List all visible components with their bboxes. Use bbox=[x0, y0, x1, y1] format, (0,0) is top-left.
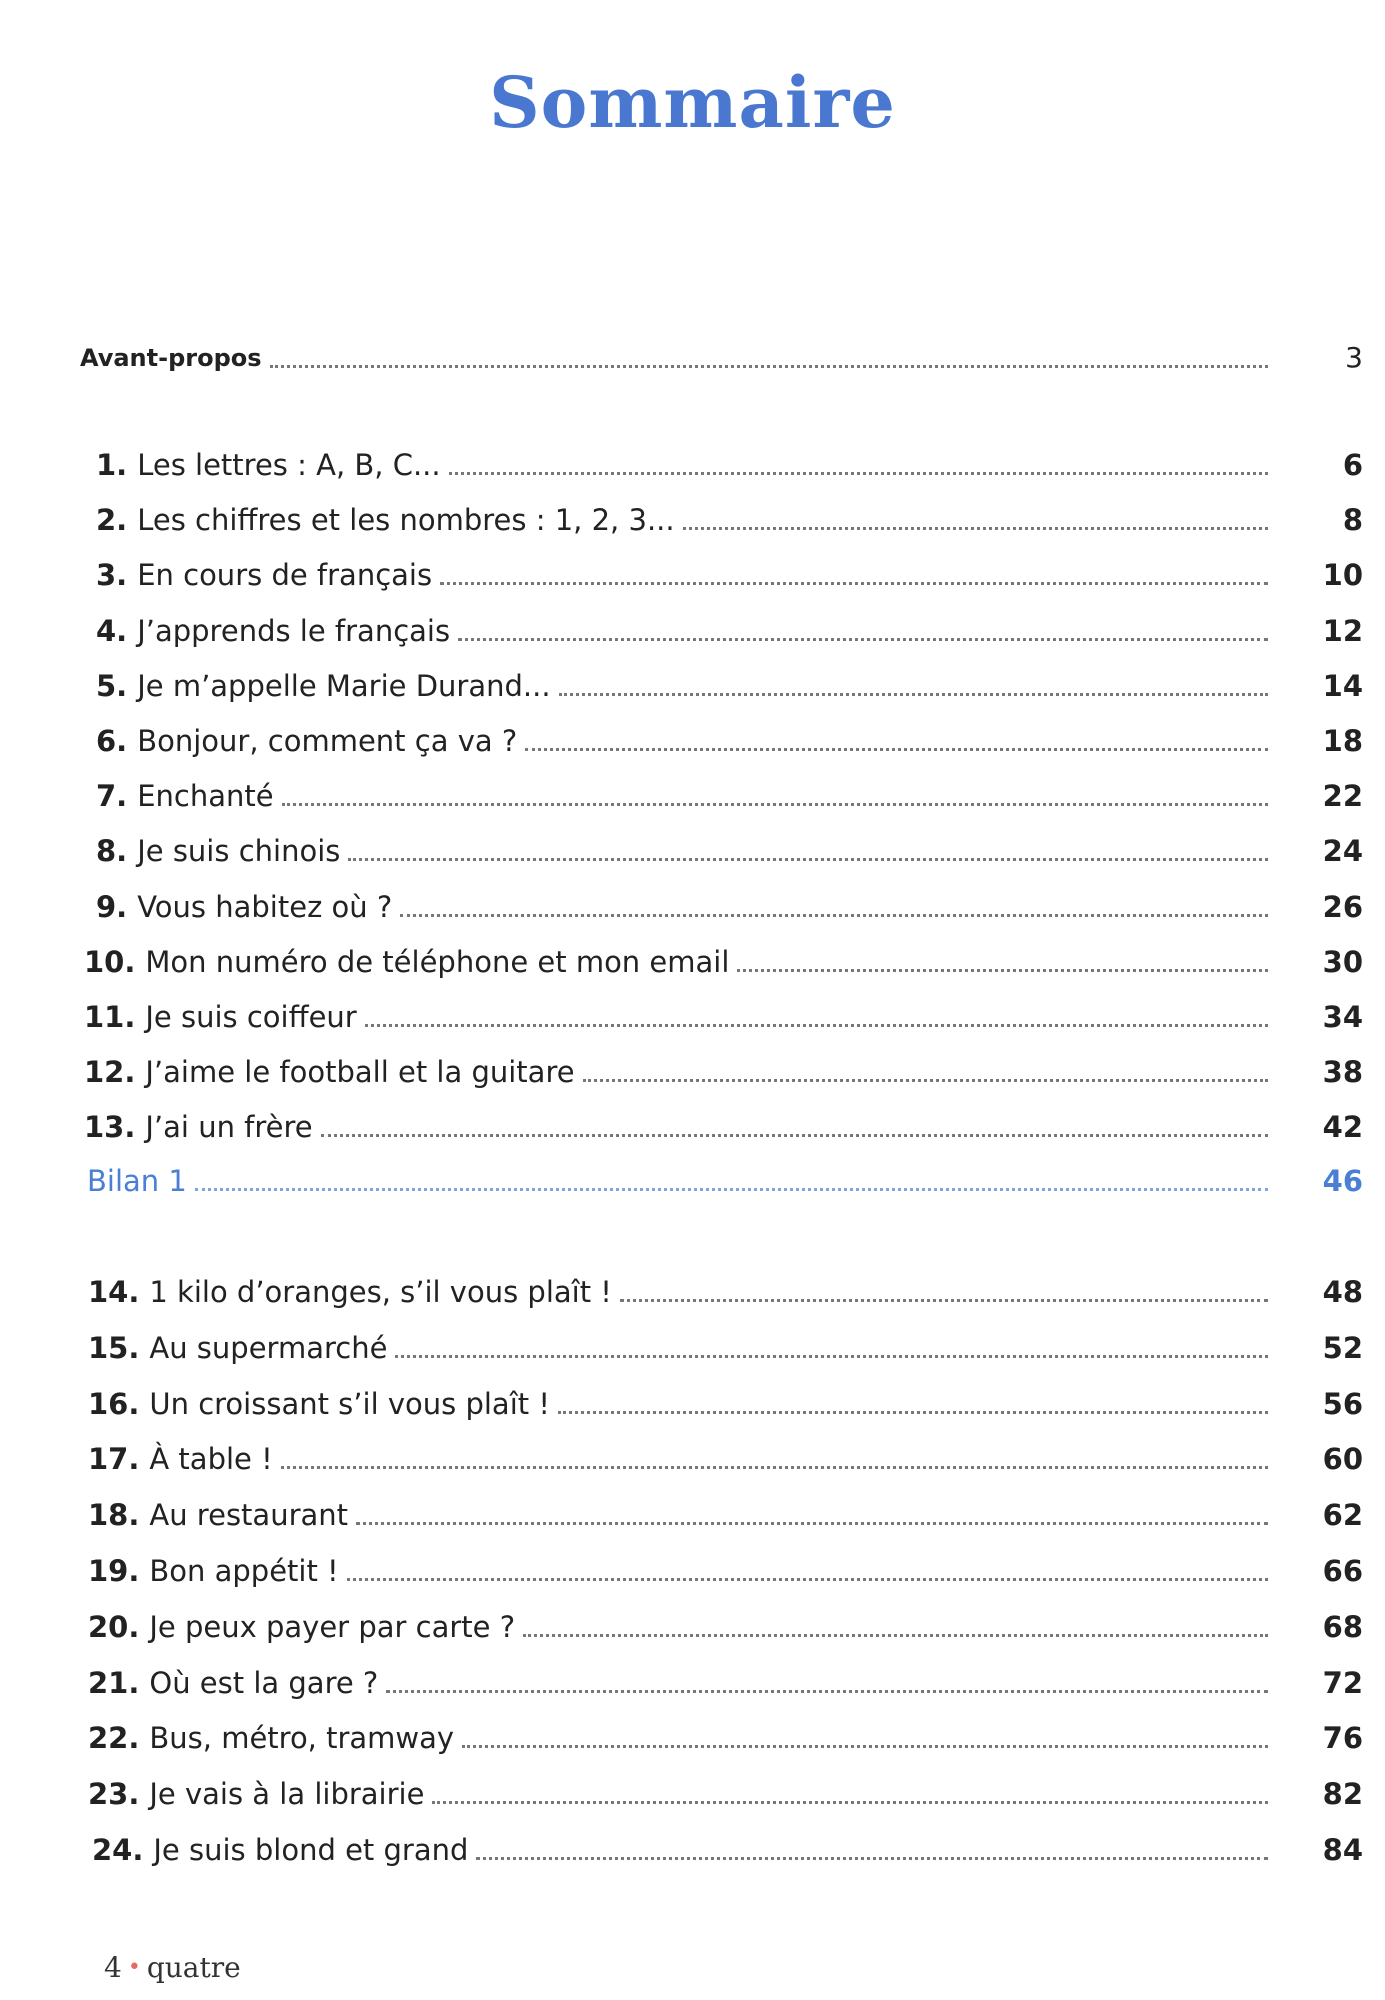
toc-page-number: 10 bbox=[1322, 558, 1363, 593]
toc-page-number: 14 bbox=[1322, 668, 1363, 703]
dot-leader bbox=[559, 693, 1268, 696]
toc-page-number: 12 bbox=[1322, 613, 1363, 648]
toc-row[interactable] bbox=[0, 887, 1385, 927]
dot-leader bbox=[462, 1745, 1268, 1748]
toc-entry-label bbox=[87, 1161, 187, 1201]
bullet-icon: • bbox=[127, 1955, 141, 1980]
toc-entry-label bbox=[96, 776, 274, 816]
toc-entry-number: 14. bbox=[88, 1275, 140, 1309]
dot-leader bbox=[440, 582, 1268, 585]
dot-leader bbox=[386, 1690, 1268, 1693]
dot-leader bbox=[365, 1024, 1268, 1027]
toc-entry-number: 20. bbox=[88, 1609, 140, 1644]
dot-leader bbox=[583, 1079, 1268, 1082]
toc-page-number: 3 bbox=[1345, 341, 1363, 374]
dot-leader bbox=[195, 1188, 1268, 1191]
page-title: Sommaire bbox=[489, 61, 896, 144]
toc-page-number: 56 bbox=[1322, 1386, 1363, 1421]
toc-entry-number: 17. bbox=[88, 1442, 140, 1477]
toc-entry-number: 16. bbox=[88, 1386, 140, 1421]
toc-entry-number: 9. bbox=[96, 889, 128, 924]
toc-row[interactable] bbox=[0, 776, 1385, 816]
dot-leader bbox=[348, 858, 1268, 861]
toc-page-number: 30 bbox=[1322, 944, 1363, 979]
toc-row[interactable] bbox=[0, 831, 1385, 871]
dot-leader bbox=[321, 1134, 1268, 1137]
toc-page-number: 6 bbox=[1342, 448, 1363, 482]
toc-entry-label bbox=[84, 1107, 313, 1147]
toc-entry-label bbox=[88, 1328, 387, 1368]
toc-entry-label bbox=[96, 831, 340, 871]
toc-entry-label bbox=[80, 338, 262, 378]
toc-entry-number: 6. bbox=[96, 724, 128, 758]
toc-row[interactable] bbox=[0, 1384, 1385, 1424]
toc-entry-number: 1. bbox=[96, 448, 128, 482]
dot-leader bbox=[525, 748, 1268, 751]
toc-page-number: 66 bbox=[1322, 1554, 1363, 1588]
toc-entry-number: 15. bbox=[88, 1330, 140, 1365]
toc-page-number: 26 bbox=[1322, 889, 1363, 924]
toc-row[interactable] bbox=[0, 1107, 1385, 1147]
page-footer bbox=[104, 1950, 241, 1986]
toc-entry-title: Je suis chinois bbox=[137, 834, 341, 869]
toc-entry-title: Enchanté bbox=[137, 779, 274, 814]
toc-entry-number: 12. bbox=[84, 1055, 136, 1090]
toc-page-number: 46 bbox=[1322, 1164, 1363, 1198]
toc-row-bilan[interactable] bbox=[0, 1161, 1385, 1201]
toc-entry-number: 11. bbox=[84, 1000, 136, 1034]
toc-page-number: 34 bbox=[1322, 1000, 1363, 1034]
toc-entry-number: 4. bbox=[96, 613, 128, 648]
toc-entry-label bbox=[84, 997, 357, 1037]
toc-entry-title: Bonjour, comment ça va ? bbox=[137, 724, 518, 758]
toc-row[interactable] bbox=[0, 1272, 1385, 1312]
toc-entry-label bbox=[96, 666, 551, 706]
toc-entry-title: Avant-propos bbox=[80, 344, 262, 372]
dot-leader bbox=[737, 969, 1268, 972]
toc-row[interactable] bbox=[0, 997, 1385, 1037]
toc-entry-label bbox=[88, 1774, 424, 1814]
dot-leader bbox=[281, 1466, 1268, 1469]
toc-entry-title: Bus, métro, tramway bbox=[149, 1721, 455, 1756]
toc-entry-label bbox=[88, 1607, 515, 1647]
toc-row[interactable] bbox=[0, 611, 1385, 651]
footer-page-word: quatre bbox=[146, 1951, 241, 1984]
toc-row[interactable] bbox=[0, 445, 1385, 485]
dot-leader bbox=[270, 365, 1268, 368]
dot-leader bbox=[523, 1634, 1268, 1637]
toc-row[interactable] bbox=[0, 1774, 1385, 1814]
toc-entry-label bbox=[96, 887, 392, 927]
toc-page-number: 22 bbox=[1322, 779, 1363, 814]
toc-entry-number: 10. bbox=[84, 944, 136, 979]
dot-leader bbox=[449, 472, 1268, 475]
toc-entry-title: En cours de français bbox=[137, 558, 433, 593]
toc-entry-title: Au supermarché bbox=[149, 1330, 388, 1365]
toc-page-number: 84 bbox=[1322, 1833, 1363, 1867]
toc-entry-title: Les chiffres et les nombres : 1, 2, 3... bbox=[137, 503, 675, 538]
toc-entry-number: 21. bbox=[88, 1665, 140, 1700]
toc-entry-title: Je suis blond et grand bbox=[153, 1833, 469, 1867]
toc-page-number: 42 bbox=[1322, 1110, 1363, 1145]
dot-leader bbox=[395, 1355, 1268, 1358]
toc-row[interactable] bbox=[0, 1052, 1385, 1092]
dot-leader bbox=[476, 1857, 1268, 1860]
toc-row[interactable] bbox=[0, 1663, 1385, 1703]
toc-entry-label bbox=[88, 1551, 339, 1591]
toc-page-number: 72 bbox=[1322, 1665, 1363, 1700]
toc-page-number: 68 bbox=[1322, 1609, 1363, 1644]
toc-page-number: 76 bbox=[1322, 1721, 1363, 1756]
toc-row[interactable] bbox=[0, 1328, 1385, 1368]
dot-leader bbox=[558, 1411, 1268, 1414]
toc-entry-title: Je suis coiffeur bbox=[145, 1000, 357, 1034]
toc-row-avant-propos[interactable] bbox=[0, 338, 1385, 378]
toc-row[interactable] bbox=[0, 1607, 1385, 1647]
toc-page-number: 52 bbox=[1322, 1330, 1363, 1365]
toc-entry-label bbox=[88, 1663, 378, 1703]
toc-entry-title: J’aime le football et la guitare bbox=[145, 1055, 575, 1090]
toc-entry-number: 7. bbox=[96, 779, 128, 814]
toc-row[interactable] bbox=[0, 721, 1385, 761]
toc-entry-label bbox=[96, 500, 675, 540]
toc-entry-number: 3. bbox=[96, 558, 128, 593]
toc-entry-title: Un croissant s’il vous plaît ! bbox=[149, 1386, 550, 1421]
toc-entry-number: 23. bbox=[88, 1777, 140, 1812]
toc-entry-title: Les lettres : A, B, C... bbox=[137, 448, 441, 482]
toc-entry-number: 2. bbox=[96, 503, 128, 538]
dot-leader bbox=[458, 638, 1268, 641]
dot-leader bbox=[282, 803, 1268, 806]
toc-entry-title: Où est la gare ? bbox=[149, 1665, 379, 1700]
toc-entry-label bbox=[96, 611, 450, 651]
toc-entry-title: Je vais à la librairie bbox=[149, 1777, 425, 1812]
toc-entry-title: Je m’appelle Marie Durand... bbox=[137, 668, 551, 703]
toc-entry-number: 13. bbox=[84, 1110, 136, 1145]
toc-entry-title: Au restaurant bbox=[149, 1498, 349, 1533]
toc-entry-number: 8. bbox=[96, 834, 128, 869]
dot-leader bbox=[400, 914, 1268, 917]
toc-entry-number: 5. bbox=[96, 668, 128, 703]
toc-entry-label bbox=[88, 1718, 454, 1758]
toc-entry-label bbox=[84, 942, 729, 982]
toc-row[interactable] bbox=[0, 1551, 1385, 1591]
dot-leader bbox=[347, 1578, 1268, 1581]
toc-entry-label bbox=[96, 445, 441, 485]
toc-entry-title: À table ! bbox=[149, 1442, 273, 1477]
toc-row[interactable] bbox=[0, 666, 1385, 706]
toc-entry-label bbox=[88, 1384, 550, 1424]
toc-entry-label bbox=[84, 1052, 575, 1092]
toc-entry-title: Vous habitez où ? bbox=[137, 889, 393, 924]
toc-entry-title: J’ai un frère bbox=[145, 1110, 313, 1145]
toc-entry-title: 1 kilo d’oranges, s’il vous plaît ! bbox=[149, 1275, 612, 1309]
toc-row[interactable] bbox=[0, 555, 1385, 595]
toc-entry-number: 19. bbox=[88, 1554, 140, 1588]
toc-entry-title: Bilan 1 bbox=[87, 1164, 187, 1198]
toc-page-number: 18 bbox=[1322, 724, 1363, 758]
dot-leader bbox=[356, 1522, 1268, 1525]
toc-entry-label bbox=[92, 1830, 468, 1870]
toc-entry-label bbox=[88, 1272, 612, 1312]
toc-row[interactable] bbox=[0, 1495, 1385, 1535]
toc-page-number: 60 bbox=[1322, 1442, 1363, 1477]
toc-entry-label bbox=[88, 1439, 273, 1479]
toc-page-number: 24 bbox=[1322, 834, 1363, 869]
toc-entry-number: 22. bbox=[88, 1721, 140, 1756]
toc-entry-number: 24. bbox=[92, 1833, 144, 1867]
toc-entry-label bbox=[88, 1495, 348, 1535]
toc-entry-title: J’apprends le français bbox=[137, 613, 451, 648]
footer-page-number: 4 bbox=[104, 1951, 122, 1984]
toc-page-number: 38 bbox=[1322, 1055, 1363, 1090]
toc-page-number: 8 bbox=[1342, 503, 1363, 538]
toc-row[interactable] bbox=[0, 1439, 1385, 1479]
toc-row[interactable] bbox=[0, 942, 1385, 982]
toc-entry-label bbox=[96, 721, 517, 761]
toc-entry-title: Bon appétit ! bbox=[149, 1554, 339, 1588]
toc-row[interactable] bbox=[0, 500, 1385, 540]
dot-leader bbox=[620, 1299, 1268, 1302]
dot-leader bbox=[683, 527, 1268, 530]
toc-page-number: 82 bbox=[1322, 1777, 1363, 1812]
toc-entry-title: Je peux payer par carte ? bbox=[149, 1609, 516, 1644]
toc-row[interactable] bbox=[0, 1830, 1385, 1870]
toc-row[interactable] bbox=[0, 1718, 1385, 1758]
toc-entry-number: 18. bbox=[88, 1498, 140, 1533]
toc-page-number: 48 bbox=[1322, 1275, 1363, 1309]
toc-entry-label bbox=[96, 555, 432, 595]
toc-page-number: 62 bbox=[1322, 1498, 1363, 1533]
dot-leader bbox=[432, 1801, 1268, 1804]
toc-entry-title: Mon numéro de téléphone et mon email bbox=[145, 944, 730, 979]
